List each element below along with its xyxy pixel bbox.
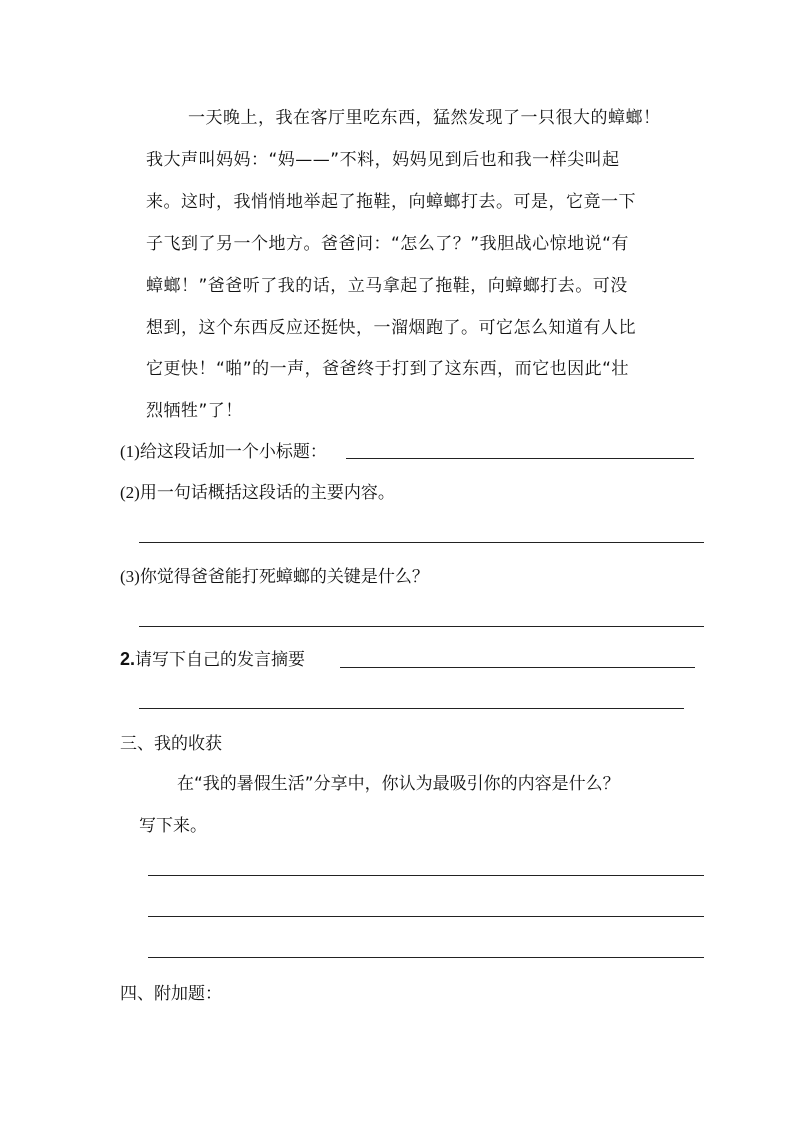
question-2 xyxy=(120,482,395,504)
passage-line: 一天晚上，我在客厅里吃东西，猛然发现了一只很大的蟑螂！ xyxy=(188,108,661,128)
question-number: (1) xyxy=(120,442,140,461)
passage-line: 来。这时，我悄悄地举起了拖鞋，向蟑螂打去。可是，它竟一下 xyxy=(146,192,636,212)
task-2 xyxy=(120,648,305,671)
question-number: (2) xyxy=(120,483,140,502)
passage-line: 烈牺牲”了！ xyxy=(146,401,243,421)
passage-line: 它更快！“啪”的一声，爸爸终于打到了这东西，而它也因此“壮 xyxy=(146,359,629,379)
task-number: 2. xyxy=(120,649,136,669)
section-3-prompt-cont: 写下来。 xyxy=(139,816,207,836)
section-3-prompt: 在“我的暑假生活”分享中，你认为最吸引你的内容是什么？ xyxy=(177,774,620,794)
section-3-heading: 三、我的收获 xyxy=(120,734,222,754)
section-4-heading: 四、附加题： xyxy=(120,984,222,1004)
question-text: 你觉得爸爸能打死蟑螂的关键是什么？ xyxy=(139,567,429,587)
task-text: 请写下自己的发言摘要 xyxy=(135,650,306,670)
answer-line-s3-b[interactable] xyxy=(148,916,704,917)
answer-line-q2[interactable] xyxy=(139,542,704,543)
answer-line-task2-b[interactable] xyxy=(139,708,684,709)
passage-line: 想到，这个东西反应还挺快，一溜烟跑了。可它怎么知道有人比 xyxy=(146,318,636,338)
question-text: 用一句话概括这段话的主要内容。 xyxy=(139,483,395,503)
question-text: 给这段话加一个小标题： xyxy=(139,442,327,462)
answer-line-q3[interactable] xyxy=(139,626,704,627)
answer-line-task2-a[interactable] xyxy=(340,667,695,668)
answer-line-q1[interactable] xyxy=(346,458,694,459)
answer-line-s3-a[interactable] xyxy=(148,875,704,876)
question-number: (3) xyxy=(120,567,140,586)
passage-line: 蟑螂！”爸爸听了我的话，立马拿起了拖鞋，向蟑螂打去。可没 xyxy=(146,276,628,296)
passage-line: 子飞到了另一个地方。爸爸问：“怎么了？”我胆战心惊地说“有 xyxy=(146,234,629,254)
passage-line: 我大声叫妈妈：“妈——”不料，妈妈见到后也和我一样尖叫起 xyxy=(146,150,620,170)
answer-line-s3-c[interactable] xyxy=(148,957,704,958)
question-3 xyxy=(120,566,429,588)
question-1 xyxy=(120,441,327,463)
